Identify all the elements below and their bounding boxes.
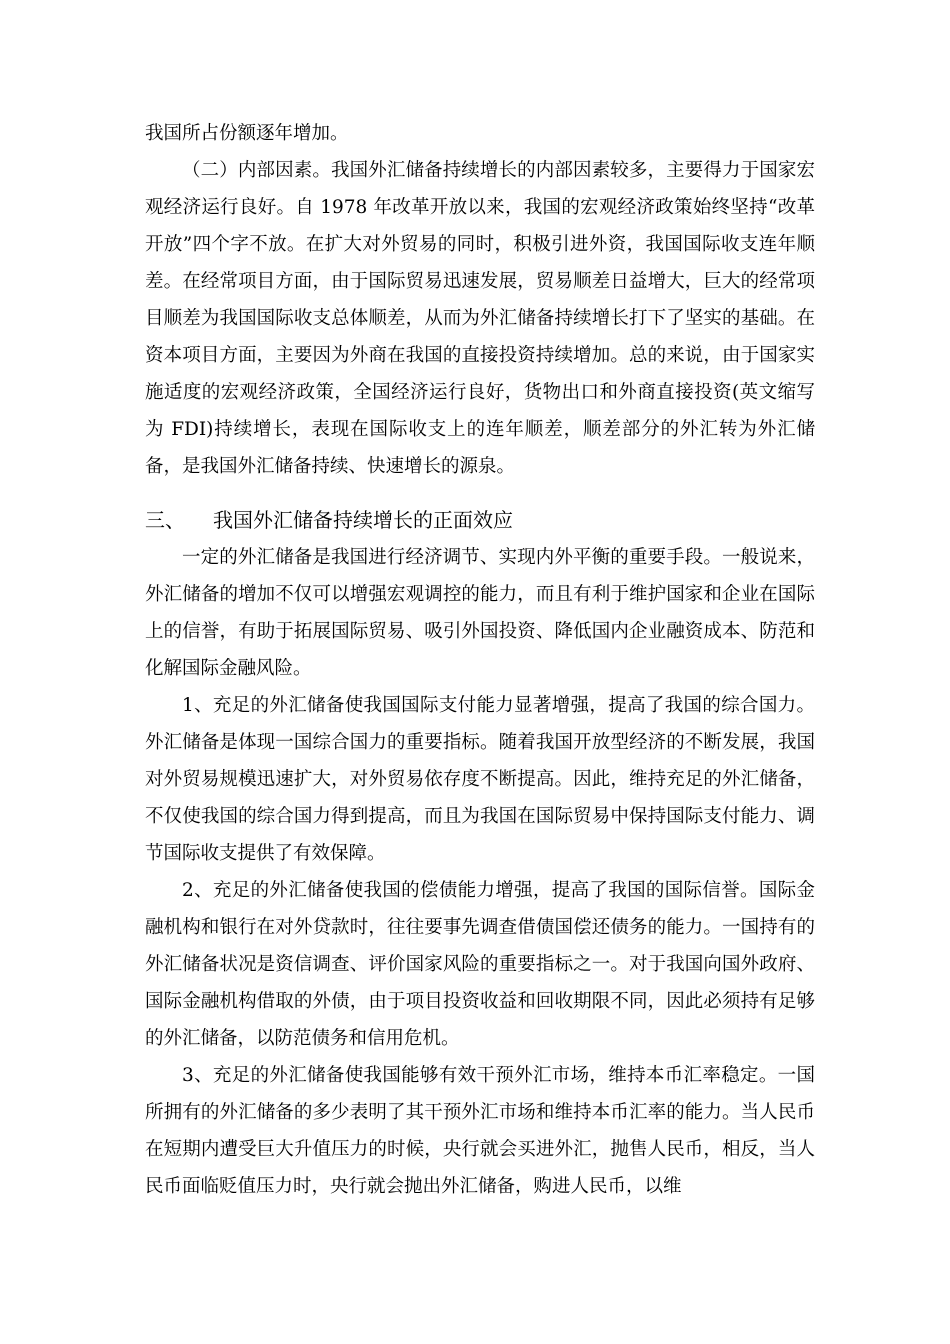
paragraph-internal-factors: （二）内部因素。我国外汇储备持续增长的内部因素较多，主要得力于国家宏观经济运行良好。自 1978 年改革开放以来，我国的宏观经济政策始终坚持“改革开放”四个字不放。在扩大对外贸易的同时，积极引进外资，我国国际收支连年顺差。在经常项目方面，由于国际贸易迅速发展，贸易顺差日益增大，巨大的经常项目顺差为我国国际收支总体顺差，从而为外汇储备持续增长打下了坚实的基础。在资本项目方面，主要因为外商在我国的直接投资持续增加。总的来说，由于国家实施适度的宏观经济政策，全国经济运行良好，货物出口和外商直接投资(英文缩写为 FDI)持续增长，表现在国际收支上的连年顺差，顺差部分的外汇转为外汇储备，是我国外汇储备持续、快速增长的源泉。: [145, 160, 815, 477]
paragraph-point-1: 1、充足的外汇储备使我国国际支付能力显著增强，提高了我国的综合国力。外汇储备是体现一国综合国力的重要指标。随着我国开放型经济的不断发展，我国对外贸易规模迅速扩大，对外贸易依存度不断提高。因此，维持充足的外汇储备，不仅使我国的综合国力得到提高，而且为我国在国际贸易中保持国际支付能力、调节国际收支提供了有效保障。: [145, 695, 815, 864]
paragraph-point-3: 3、充足的外汇储备使我国能够有效干预外汇市场，维持本币汇率稳定。一国所拥有的外汇储备的多少表明了其干预外汇市场和维持本币汇率的能力。当人民币在短期内遭受巨大升值压力的时候，央行就会买进外汇，抛售人民币，相反，当人民币面临贬值压力时，央行就会抛出外汇储备，购进人民币，以维: [145, 1065, 815, 1197]
paragraph-continuation: 我国所占份额逐年增加。: [145, 123, 349, 144]
document-page: [145, 115, 815, 1205]
paragraph-intro: 一定的外汇储备是我国进行经济调节、实现内外平衡的重要手段。一般说来，外汇储备的增加不仅可以增强宏观调控的能力，而且有利于维护国家和企业在国际上的信誉，有助于拓展国际贸易、吸引外国投资、降低国内企业融资成本、防范和化解国际金融风险。: [145, 547, 815, 679]
paragraph-point-2: 2、充足的外汇储备使我国的偿债能力增强，提高了我国的国际信誉。国际金融机构和银行在对外贷款时，往往要事先调查借债国偿还债务的能力。一国持有的外汇储备状况是资信调查、评价国家风险的重要指标之一。对于我国向国外政府、国际金融机构借取的外债，由于项目投资收益和回收期限不同，因此必须持有足够的外汇储备，以防范债务和信用危机。: [145, 880, 815, 1049]
section-title: 我国外汇储备持续增长的正面效应: [213, 508, 513, 532]
section-number: 三、: [145, 508, 185, 532]
section-heading: [145, 502, 815, 539]
